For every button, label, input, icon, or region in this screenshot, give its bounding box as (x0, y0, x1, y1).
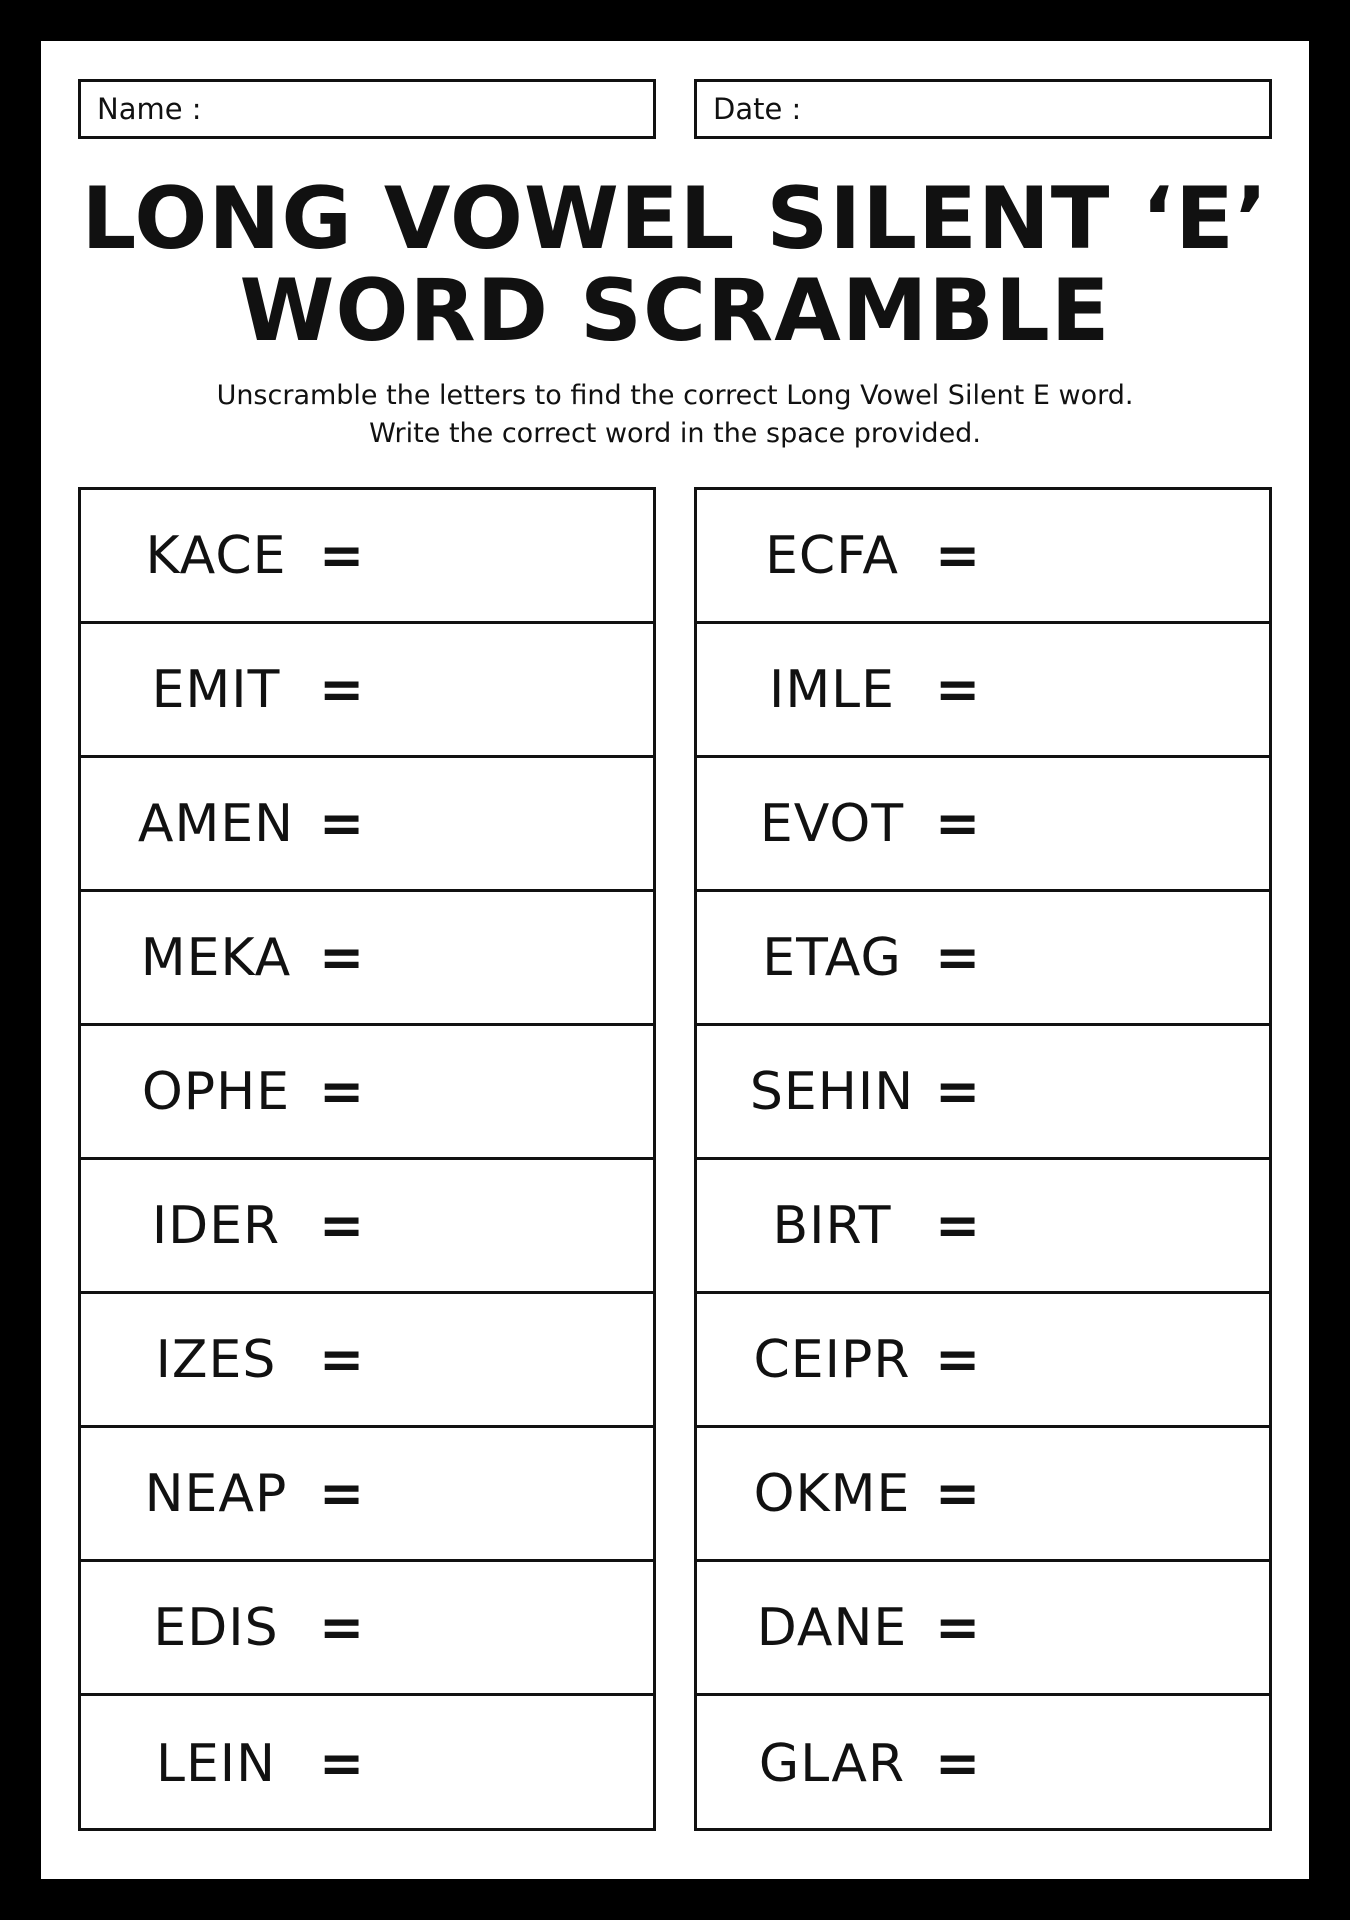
answer-space[interactable] (997, 1582, 1249, 1673)
answer-space[interactable] (381, 778, 633, 869)
equals-sign: = (935, 1462, 981, 1525)
equals-sign: = (935, 1328, 981, 1391)
answer-space[interactable] (997, 1046, 1249, 1137)
answer-space[interactable] (381, 1180, 633, 1271)
scramble-row (697, 1562, 1269, 1696)
scrambled-word: IZES (155, 1329, 277, 1390)
answer-space[interactable] (997, 912, 1249, 1003)
scrambled-word: OPHE (141, 1061, 291, 1122)
title-line-1: LONG VOWEL SILENT ‘E’ (81, 169, 1269, 269)
equals-sign: = (319, 524, 365, 587)
scrambled-word: OKME (753, 1463, 911, 1524)
equals-sign: = (319, 792, 365, 855)
page-title (41, 169, 1309, 361)
scrambled-word: KACE (145, 525, 287, 586)
equals-sign: = (319, 1732, 365, 1795)
scramble-row (81, 892, 653, 1026)
answer-space[interactable] (997, 778, 1249, 869)
equals-sign: = (319, 1194, 365, 1257)
equals-sign: = (935, 792, 981, 855)
answer-space[interactable] (997, 1314, 1249, 1405)
scrambled-word: ECFA (765, 525, 899, 586)
answer-space[interactable] (997, 510, 1249, 601)
equals-sign: = (935, 658, 981, 721)
scrambled-word: EMIT (151, 659, 281, 720)
answer-space[interactable] (381, 1046, 633, 1137)
answer-space[interactable] (381, 1582, 633, 1673)
worksheet (41, 41, 1309, 1879)
instructions (41, 377, 1309, 453)
equals-sign: = (935, 1596, 981, 1659)
answer-space[interactable] (381, 1314, 633, 1405)
scrambled-word: SEHIN (749, 1061, 915, 1122)
equals-sign: = (935, 1060, 981, 1123)
scramble-row (697, 1696, 1269, 1831)
equals-sign: = (319, 1060, 365, 1123)
scramble-row (697, 1160, 1269, 1294)
equals-sign: = (319, 658, 365, 721)
name-label: Name : (97, 92, 202, 126)
scramble-row (697, 1294, 1269, 1428)
scramble-row (697, 624, 1269, 758)
scramble-row (81, 1026, 653, 1160)
scramble-row (697, 1026, 1269, 1160)
scrambled-word: IDER (151, 1195, 281, 1256)
answer-space[interactable] (381, 644, 633, 735)
instructions-line-1: Unscramble the letters to find the correct Long Vowel Silent E word. (216, 380, 1134, 411)
instructions-line-2: Write the correct word in the space provided. (369, 418, 981, 449)
scramble-row (81, 624, 653, 758)
answer-space[interactable] (381, 1716, 633, 1811)
equals-sign: = (319, 1462, 365, 1525)
scramble-row (81, 1562, 653, 1696)
scramble-row (81, 1294, 653, 1428)
date-field[interactable] (694, 79, 1272, 139)
scrambled-word: AMEN (137, 793, 295, 854)
scrambled-word: MEKA (140, 927, 292, 988)
scrambled-word: IMLE (768, 659, 896, 720)
scramble-row (697, 892, 1269, 1026)
scrambled-word: NEAP (144, 1463, 288, 1524)
answer-space[interactable] (381, 1448, 633, 1539)
scrambled-word: EDIS (153, 1597, 279, 1658)
equals-sign: = (935, 926, 981, 989)
answer-space[interactable] (381, 510, 633, 601)
title-line-2: WORD SCRAMBLE (239, 261, 1111, 361)
scrambled-word: LEIN (155, 1733, 277, 1794)
scramble-row (81, 1696, 653, 1831)
name-field[interactable] (78, 79, 656, 139)
equals-sign: = (319, 1328, 365, 1391)
scramble-row (697, 490, 1269, 624)
scrambled-word: ETAG (762, 927, 902, 988)
scramble-row (81, 490, 653, 624)
scramble-row (697, 1428, 1269, 1562)
answer-space[interactable] (997, 644, 1249, 735)
scrambled-word: GLAR (758, 1733, 906, 1794)
equals-sign: = (935, 1194, 981, 1257)
equals-sign: = (319, 926, 365, 989)
equals-sign: = (319, 1596, 365, 1659)
scramble-row (697, 758, 1269, 892)
answer-space[interactable] (997, 1448, 1249, 1539)
right-word-column (694, 487, 1272, 1831)
answer-space[interactable] (381, 912, 633, 1003)
scrambled-word: EVOT (759, 793, 905, 854)
scramble-row (81, 758, 653, 892)
scrambled-word: DANE (756, 1597, 908, 1658)
scramble-row (81, 1160, 653, 1294)
left-word-column (78, 487, 656, 1831)
scrambled-word: CEIPR (753, 1329, 911, 1390)
answer-space[interactable] (997, 1716, 1249, 1811)
equals-sign: = (935, 1732, 981, 1795)
date-label: Date : (713, 92, 802, 126)
answer-space[interactable] (997, 1180, 1249, 1271)
scrambled-word: BIRT (772, 1195, 892, 1256)
equals-sign: = (935, 524, 981, 587)
scramble-row (81, 1428, 653, 1562)
